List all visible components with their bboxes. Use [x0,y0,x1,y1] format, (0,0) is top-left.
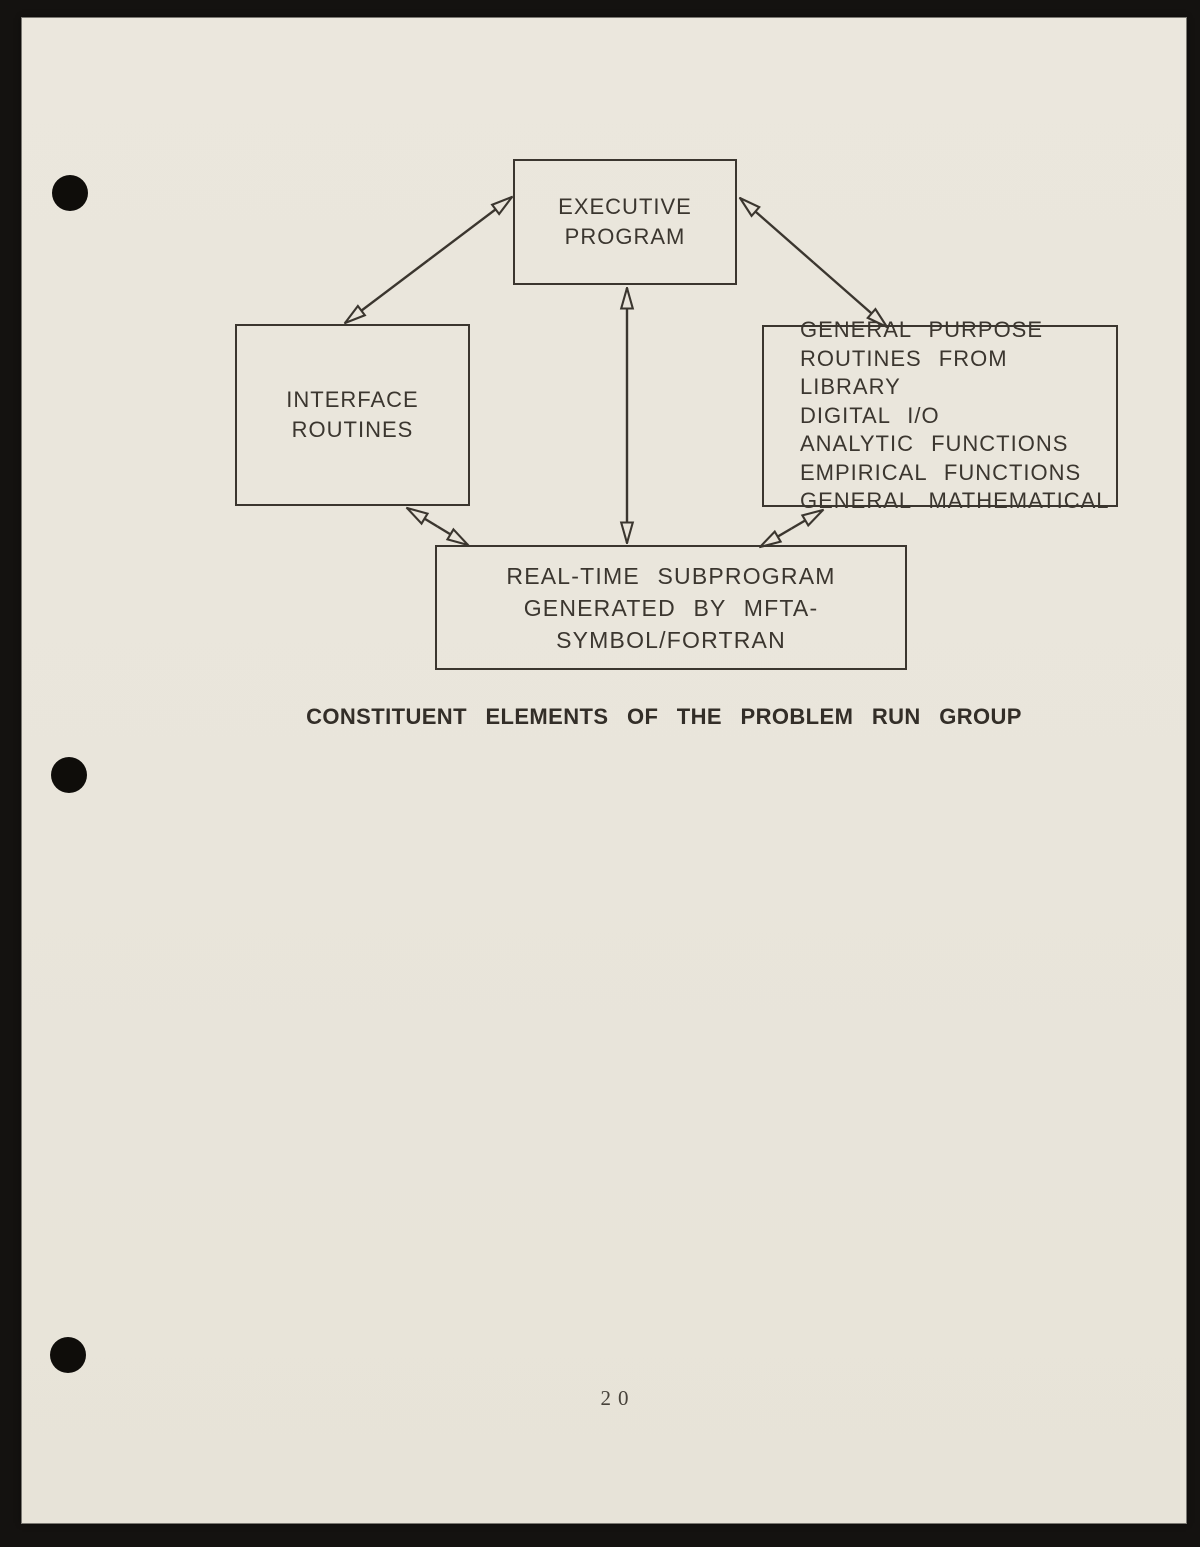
node-label: GENERAL PURPOSE [800,317,1044,343]
node-label: GENERATED BY MFTA-SYMBOL/FORTRAN [523,594,819,653]
node-executive-program [513,159,737,285]
page-number: 20 [600,1386,636,1410]
arrow-executive-library [740,198,887,327]
node-label: ANALYTIC FUNCTIONS [800,431,1069,457]
node-label: ROUTINES FROM LIBRARY [800,345,1008,400]
node-label: INTERFACE [286,387,419,412]
node-label: PROGRAM [564,224,686,249]
node-label: EMPIRICAL FUNCTIONS [800,459,1082,485]
scanned-page [22,18,1186,1523]
figure-caption: CONSTITUENT ELEMENTS OF THE PROBLEM RUN GROUP [306,704,1022,729]
node-library-routines [762,317,1118,514]
node-label: EXECUTIVE [558,194,692,219]
arrow-executive-interface [345,197,512,323]
node-label: REAL-TIME SUBPROGRAM [506,562,836,589]
node-label: ROUTINES [291,417,414,442]
node-label: GENERAL MATHEMATICAL [800,488,1110,514]
node-realtime-subprogram [435,545,907,670]
node-interface-routines [235,324,470,506]
arrow-interface-realtime [407,508,468,545]
node-label: DIGITAL I/O [800,402,940,428]
